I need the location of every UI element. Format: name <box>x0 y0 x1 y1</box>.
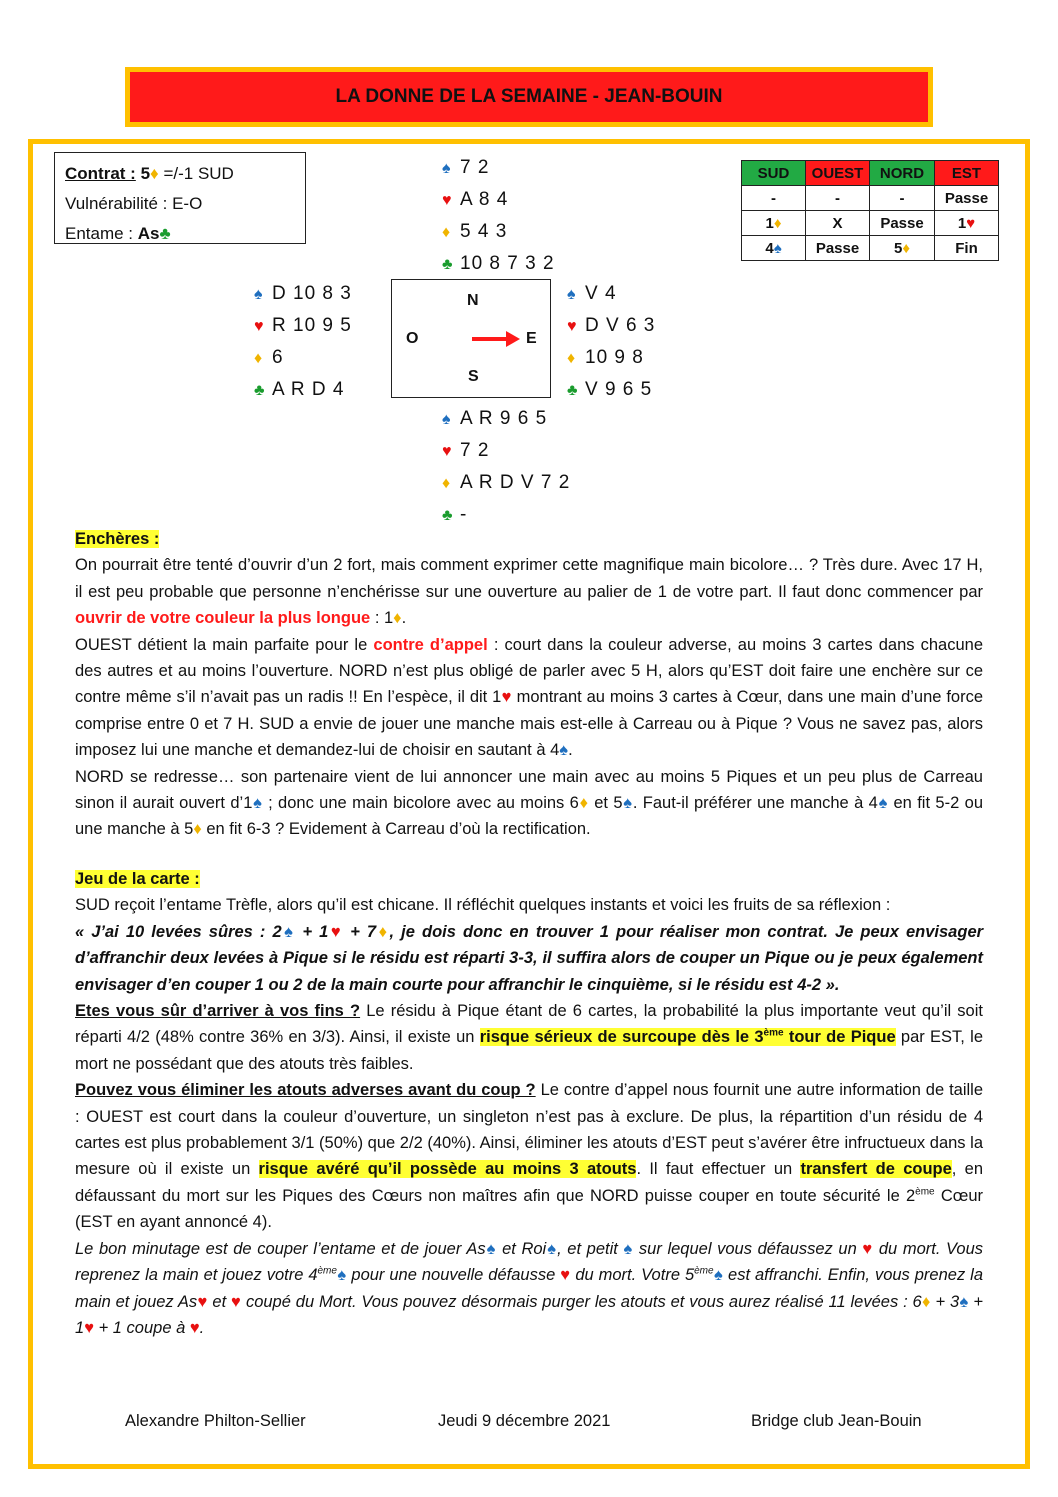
compass-north: N <box>467 292 479 309</box>
diamond-icon: ♦ <box>193 820 202 839</box>
jeu-conclusion: Le bon minutage est de couper l’entame et de jouer As♠ et Roi♠, et petit ♠ sur lequel vous défaussez un ♥ du mort. Vous reprenez la main et jouez votre 4ème♠ pour une nouvelle défausse ♥ du mort. Votre 5ème♠ est affranchi. Enfin, vous prenez la main et jouez As♥ et ♥ coupé du Mort. Vous pouvez désormais purger les atouts et vous aurez réalisé 11 levées : 6♦ + 3♠ + 1♥ + 1 coupe à ♥. <box>75 1239 984 1337</box>
bid-cell: - <box>742 186 806 211</box>
east-hand: ♠ V 4 ♥ D V 6 3 ♦ 10 9 8 ♣ V 9 6 5 <box>567 278 655 406</box>
bidding-header: OUEST <box>806 161 870 186</box>
jeu-paragraph: Etes vous sûr d’arriver à vos fins ? Le résidu à Pique étant de 6 cartes, la probabilité la plus importante veut qu’il soit réparti 4/2 (48% contre 36% en 3/3). Ainsi, il existe un risque sérieux de surcoupe dès le 3ème tour de Pique par EST, le mort ne possédant que des atouts très faibles. <box>75 1002 983 1073</box>
south-hand: ♠ A R 9 6 5 ♥ 7 2 ♦ A R D V 7 2 ♣ - <box>442 403 570 531</box>
spade-icon: ♠ <box>336 1266 347 1285</box>
diamond-icon: ♦ <box>567 350 577 367</box>
heart-icon: ♥ <box>254 318 265 335</box>
diamond-icon: ♦ <box>393 609 402 628</box>
contract-box <box>54 152 306 244</box>
bid-cell: Passe <box>935 186 999 211</box>
bid-cell: 4♠ <box>742 236 806 261</box>
encheres-section <box>75 526 983 843</box>
club-icon: ♣ <box>159 224 171 243</box>
spade-icon: ♠ <box>442 411 452 428</box>
diamond-icon: ♦ <box>442 224 452 241</box>
heart-icon: ♥ <box>231 1292 242 1311</box>
spade-icon: ♠ <box>713 1266 724 1285</box>
bidding-table <box>741 160 999 261</box>
bidding-row <box>742 186 999 211</box>
page-title: LA DONNE DE LA SEMAINE - JEAN-BOUIN <box>125 67 933 127</box>
encheres-paragraph: On pourrait être tenté d’ouvrir d’un 2 fort, mais comment exprimer cette magnifique main bicolore… ? Très dure. Avec 17 H, il est peu probable que personne n’enchérisse sur une ouverture au palier de 1 de votre part. Il faut donc commencer par ouvrir de votre couleur la plus longue : 1♦. <box>75 556 983 628</box>
bid-cell: 1♦ <box>742 211 806 236</box>
spade-icon: ♠ <box>254 286 264 303</box>
arrow-right-icon <box>472 328 522 350</box>
bidding-header: EST <box>935 161 999 186</box>
bidding-header: NORD <box>870 161 935 186</box>
bid-cell: 1♥ <box>935 211 999 236</box>
spade-icon: ♠ <box>959 1292 969 1311</box>
spade-icon: ♠ <box>623 1239 634 1258</box>
bidding-row <box>742 236 999 261</box>
club-icon: ♣ <box>567 382 579 399</box>
encheres-paragraph: OUEST détient la main parfaite pour le contre d’appel : court dans la couleur adverse, au moins 3 cartes dans chacune des autres et au moins l’ouverture. NORD n’est plus obligé de parler avec 5 H, alors qu’EST doit faire une enchère sur ce contre même s’il n’avait pas un radis !! En l’espèce, il dit 1♥ montrant au moins 3 cartes à Cœur, dans une main d’une force comprise entre 0 et 7 H. SUD a envie de jouer une manche mais est-elle à Carreau ou à Pique ? Vous ne savez pas, alors imposez lui une manche et demandez-lui de choisir en sautant à 4♠. <box>75 635 983 760</box>
heart-icon: ♥ <box>442 192 453 209</box>
jeu-paragraph: Pouvez vous éliminer les atouts adverses avant du coup ? Le contre d’appel nous fournit une autre information de taille : OUEST est court dans la couleur d’ouverture, un singleton n’est pas à exclure. De plus, la répartition d’un résidu de 4 cartes est plus probablement 3/1 (50%) que 2/2 (40%). Ainsi, éliminer les atouts d’EST peut s’avérer être infructueux dans la mesure où il existe un risque avéré qu’il possède au moins 3 atouts. Il faut effectuer un transfert de coupe, en défaussant du mort sur les Piques des Cœurs non maîtres afin que NORD puisse couper en toute sécurité le 2ème Cœur (EST en ayant annoncé 4). <box>75 1081 984 1232</box>
spade-icon: ♠ <box>622 794 633 813</box>
encheres-paragraph: NORD se redresse… son partenaire vient de lui annoncer une main avec au moins 5 Piques et un peu plus de Carreau sinon il aurait ouvert d’1♠ ; donc une main bicolore avec au moins 6♦ et 5♠. Faut-il préférer une manche à 4♠ en fit 5-2 ou une manche à 5♦ en fit 6-3 ? Evidement à Carreau d’où la rectification. <box>75 767 983 839</box>
spade-icon: ♠ <box>567 286 577 303</box>
heart-icon: ♥ <box>560 1266 571 1285</box>
heart-icon: ♥ <box>189 1318 200 1337</box>
heart-icon: ♥ <box>567 318 578 335</box>
heart-icon: ♥ <box>966 214 976 232</box>
diamond-icon: ♦ <box>773 214 782 232</box>
jeu-heading: Jeu de la carte : <box>75 870 200 888</box>
diamond-icon: ♦ <box>902 239 910 257</box>
spade-icon: ♠ <box>877 794 889 813</box>
jeu-section <box>75 866 983 1341</box>
diamond-icon: ♦ <box>150 164 159 183</box>
bid-cell: - <box>806 186 870 211</box>
bid-cell: 5♦ <box>870 236 935 261</box>
west-hand: ♠ D 10 8 3 ♥ R 10 9 5 ♦ 6 ♣ A R D 4 <box>254 278 352 406</box>
club-icon: ♣ <box>442 507 454 524</box>
bid-cell: - <box>870 186 935 211</box>
vulnerability-line: Vulnérabilité : E-O <box>65 194 203 213</box>
heart-icon: ♥ <box>328 922 344 941</box>
jeu-quote: « J’ai 10 levées sûres : 2♠ + 1♥ + 7♦, je dois donc en trouver 1 pour réaliser mon contrat. Je peux envisager d’affranchir deux levées à Pique si le résidu est réparti 3-3, il suffira alors de couper un Pique ou je peux également envisager d’en couper 1 ou 2 de la main courte pour affranchir le cinquième, si le résidu est 4-2 ». <box>75 922 984 994</box>
spade-icon: ♠ <box>559 741 569 760</box>
heart-icon: ♥ <box>501 688 512 707</box>
bid-cell: X <box>806 211 870 236</box>
spade-icon: ♠ <box>485 1239 497 1258</box>
footer-author: Alexandre Philton-Sellier <box>125 1412 306 1430</box>
heart-icon: ♥ <box>84 1318 94 1337</box>
footer-club: Bridge club Jean-Bouin <box>751 1412 922 1430</box>
footer-date: Jeudi 9 décembre 2021 <box>438 1412 611 1430</box>
compass-east: E <box>526 330 537 347</box>
spade-icon: ♠ <box>442 160 452 177</box>
spade-icon: ♠ <box>252 794 263 813</box>
encheres-heading: Enchères : <box>75 530 160 548</box>
club-icon: ♣ <box>254 382 266 399</box>
bid-cell: Passe <box>870 211 935 236</box>
compass-west: O <box>406 330 419 347</box>
spade-icon: ♠ <box>281 922 296 941</box>
heart-icon: ♥ <box>442 443 453 460</box>
bidding-header-row <box>742 161 999 186</box>
heart-icon: ♥ <box>862 1239 874 1258</box>
jeu-paragraph: SUD reçoit l’entame Trèfle, alors qu’il est chicane. Il réfléchit quelques instants et voici les fruits de sa réflexion : <box>75 896 891 915</box>
spade-icon: ♠ <box>546 1239 558 1258</box>
bid-cell: Passe <box>806 236 870 261</box>
diamond-icon: ♦ <box>921 1292 931 1311</box>
club-icon: ♣ <box>442 256 454 273</box>
bidding-header: SUD <box>742 161 806 186</box>
contract-line: Contrat : 5♦ =/-1 SUD <box>65 164 234 183</box>
diamond-icon: ♦ <box>442 475 452 492</box>
spade-icon: ♠ <box>773 239 782 257</box>
diamond-icon: ♦ <box>254 350 264 367</box>
diamond-icon: ♦ <box>376 922 390 941</box>
compass-south: S <box>468 368 479 385</box>
lead-line: Entame : As♣ <box>65 224 171 243</box>
compass-box <box>391 279 551 398</box>
bid-cell: Fin <box>935 236 999 261</box>
diamond-icon: ♦ <box>578 794 589 813</box>
heart-icon: ♥ <box>197 1292 208 1311</box>
north-hand: ♠ 7 2 ♥ A 8 4 ♦ 5 4 3 ♣ 10 8 7 3 2 <box>442 152 555 280</box>
bidding-row <box>742 211 999 236</box>
